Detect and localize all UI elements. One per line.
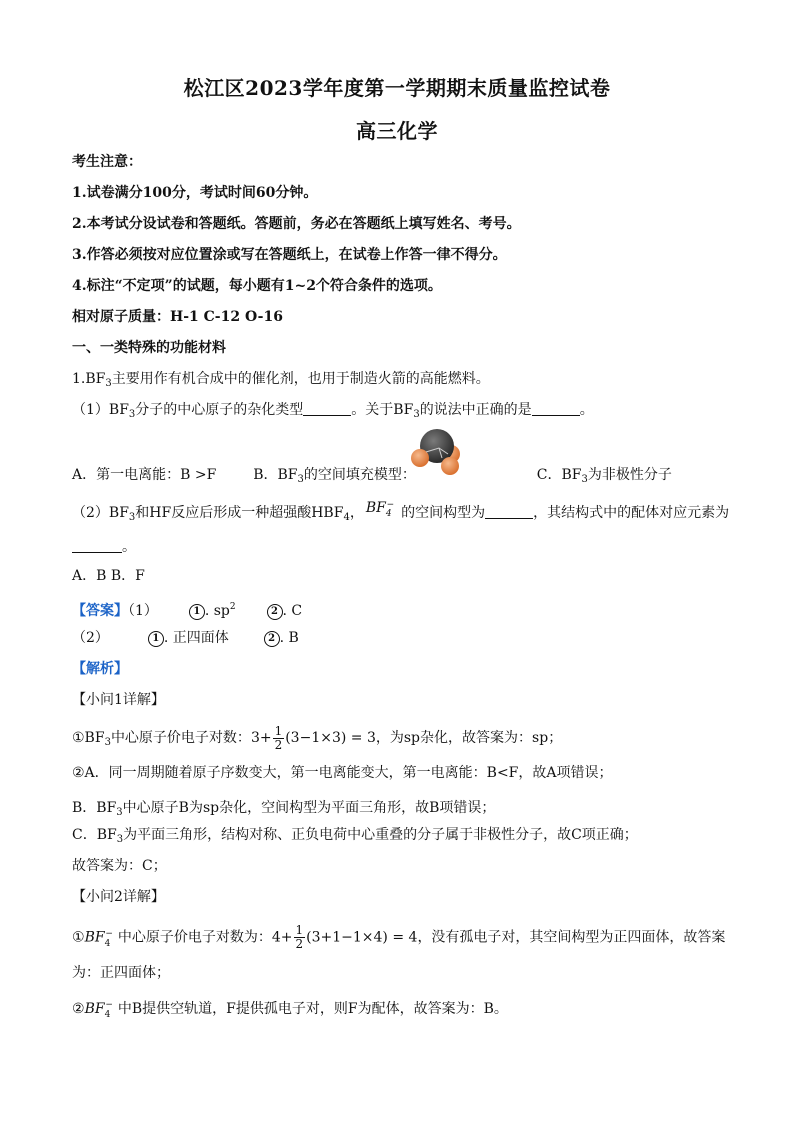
answer-blank-3[interactable] — [485, 504, 533, 519]
answer-line-2: （2） 1 . 正四面体 2 . B — [72, 630, 299, 646]
question-1-part-1: $(1)BF_3$分子的中心原子的杂化类型 。关于$BF_3$的说法中正确的是 。 — [72, 402, 594, 420]
bf3-space-filling-model-icon — [406, 426, 468, 478]
analysis-line-8: $②BF_4^-$ 中B提供空轨道，F提供孤电子对，则F为配体，故答案为：B。 — [72, 1000, 508, 1020]
notice-item-2: 2.本考试分设试卷和答题纸。答题前，务必在答题纸上填写姓名、考号。 — [72, 216, 521, 232]
question-1-intro: $1.BF_3$主要用作有机合成中的催化剂，也用于制造火箭的高能燃料。 — [72, 371, 490, 389]
question-1-part-2-options: A．B B．F — [72, 568, 145, 584]
notice-item-4: 4.标注“不定项”的试题，每小题有1~2个符合条件的选项。 — [72, 278, 442, 294]
analysis-line-2: ②A．同一周期随着原子序数变大，第一电离能变大，第一电离能：B<F，故A项错误； — [72, 765, 613, 781]
notice-item-3: 3.作答必须按对应位置涂或写在答题纸上，在试卷上作答一律不得分。 — [72, 247, 507, 263]
fraction-half-2: $\frac{1}{2}$ — [295, 923, 304, 951]
answer-tag: 【答案】 — [72, 603, 128, 619]
answer-blank-4[interactable] — [72, 538, 122, 553]
analysis-line-3: B．$BF_3$中心原子B为sp杂化，空间构型为平面三角形，故B项错误； — [72, 800, 496, 818]
option-a: A．第一电离能：B >F — [72, 467, 217, 483]
analysis-line-5: 故答案为：C； — [72, 858, 167, 874]
answer-blank-2[interactable] — [532, 401, 580, 416]
analysis-line-7: 为：正四面体； — [72, 965, 170, 981]
fraction-half: $\frac{1}{2}$ — [274, 723, 283, 752]
option-c: C．$BF_3$为非极性分子 — [536, 467, 672, 485]
exam-subtitle: 高三化学 — [356, 119, 438, 143]
bf4-ion-formula: $BF_4^-$ — [365, 500, 395, 519]
analysis-sub-2: 【小问2详解】 — [72, 889, 165, 905]
analysis-tag: 【解析】 — [72, 661, 128, 677]
analysis-line-6: $①BF_4^-$ 中心原子价电子对数为：4+ $\frac{1}{2}$ (3+1−1×4) = 4，没有孤电子对，其空间构型为正四面体，故答案 — [72, 923, 726, 951]
analysis-sub-1: 【小问1详解】 — [72, 692, 165, 708]
analysis-line-4: C．$BF_3$为平面三角形，结构对称、正负电荷中心重叠的分子属于非极性分子，故C项正确； — [72, 827, 638, 845]
exam-title: 松江区2023学年度第一学期期末质量监控试卷 — [183, 76, 611, 100]
answer-blank-1[interactable] — [303, 401, 351, 416]
atomic-mass-line: 相对原子质量：H-1 C-12 O-16 — [72, 309, 283, 325]
analysis-line-1: $①BF_3$中心原子价电子对数：3+ $\frac{1}{2}$ (3−1×3) = 3，为sp杂化，故答案为：sp； — [72, 723, 563, 752]
question-1-part-2-cont: 。 — [72, 537, 136, 557]
notice-item-1: 1.试卷满分100分，考试时间60分钟。 — [72, 185, 318, 201]
section-heading: 一、一类特殊的功能材料 — [72, 340, 226, 356]
question-1-options — [72, 465, 672, 490]
answer-line-1: 【答案】（1） 1 . $sp^2$ 2 . C — [72, 602, 303, 619]
notice-heading: 考生注意： — [72, 154, 142, 170]
question-1-part-2: $(2)BF_3$和HF反应后形成一种超强酸$HBF_4$， $BF_4^-$ 的空间构型为 ，其结构式中的配体对应元素为 — [72, 500, 730, 523]
option-b: B．$BF_3$的空间填充模型： — [253, 467, 416, 485]
